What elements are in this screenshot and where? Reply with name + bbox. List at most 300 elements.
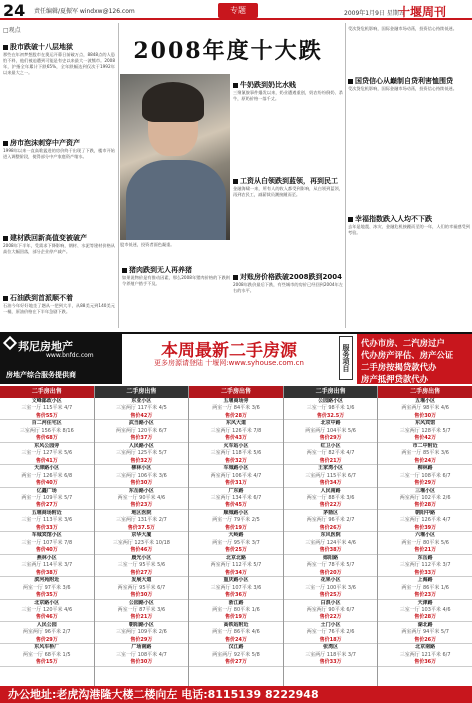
listing-name: 王家湾小区 — [318, 465, 344, 472]
listing-price: 售价26万 — [319, 524, 342, 531]
listing-desc: 三室一厅 108平米 4/7 — [116, 651, 167, 658]
issue-date: 2009年1月9日 星期五 — [344, 10, 405, 17]
listing-price: 售价26万 — [414, 636, 437, 643]
listing-name: 车城路小区 — [223, 465, 249, 472]
listing-item — [284, 577, 378, 599]
listing-name: 朝阳路小区 — [128, 621, 154, 628]
listing-desc: 三室一厅 120平米 4/6 — [21, 606, 73, 613]
listing-price: 售价20万 — [319, 569, 342, 576]
article-body: 石油今年好好地坐了趟从一把到大半，从88美元到140美元一桶，原油价格在下半年急剧下跌。 — [3, 303, 115, 314]
editor-line: 责任编辑/夏振军 windxw@126.com — [34, 8, 135, 15]
listing-price: 售价19万 — [225, 614, 247, 621]
listing-desc: 两室一厅 126平米 6/8 — [21, 472, 73, 479]
listing-name: 公园路小区 — [128, 599, 154, 606]
listing-name: 东风医院 — [320, 532, 341, 539]
listing-item — [378, 622, 472, 644]
listing-price: 售价19万 — [225, 524, 247, 531]
listing-item — [0, 420, 94, 442]
service-item: 代办房产评估、房产公证 — [361, 350, 454, 360]
listing-desc: 三室两厅 126平米 4/7 — [399, 517, 451, 524]
section-tag: 专题 — [218, 3, 258, 18]
listing-desc: 两室两厅 90平米 6/7 — [306, 606, 355, 613]
bullet-square-icon — [233, 179, 238, 184]
listing-price: 售价15万 — [35, 659, 58, 666]
listing-price: 售价33万 — [319, 659, 342, 666]
service-list — [357, 334, 472, 384]
listing-desc: 三室一厅 127平米 5/6 — [21, 450, 73, 457]
listing-item — [0, 622, 94, 644]
listing-price: 售价33万 — [35, 524, 58, 531]
listing-name: 发展大道 — [131, 577, 152, 584]
listing-desc: 三室一厅 113平米 3/6 — [21, 517, 73, 524]
photo-figure-body — [126, 160, 226, 240]
listing-name: 五堰商场附近 — [31, 509, 62, 516]
column-tag: □观点 — [3, 27, 21, 34]
listing-item — [0, 577, 94, 599]
article-body: 受次贷危机影响，国际金融市场动荡，投资信心持续低迷。 — [348, 86, 457, 91]
listing-item — [189, 577, 283, 599]
listing-desc: 三室两厅 118平米 3/7 — [305, 651, 356, 658]
listing-grid — [0, 386, 472, 686]
section-heading: 房市泡沫刺穿中产资产 — [3, 138, 80, 148]
listing-desc: 三室两厅 134平米 6/7 — [210, 494, 262, 501]
listing-name: 东岳路小区 — [128, 487, 154, 494]
listing-name: 重庆路小区 — [223, 577, 249, 584]
article-body: 1998年以来一直高歌猛进的房价终于出现了下跌，楼市开始进入调整阶段，使得部分中产家庭资产缩水。 — [3, 148, 115, 159]
listing-name: 燕林小区 — [36, 554, 57, 561]
listing-name: 五堰小区 — [415, 398, 436, 404]
listing-name: 车城宾馆小区 — [31, 532, 62, 539]
listing-item — [189, 465, 283, 487]
listing-column — [0, 386, 95, 686]
listing-item — [378, 644, 472, 666]
listing-name: 亿鑫广场 — [36, 487, 57, 494]
section-heading: 猪肉跌到无人再养猪 — [122, 265, 192, 275]
listing-name: 广场南路 — [131, 644, 152, 651]
agency-url: www.bnfdc.com — [46, 352, 94, 359]
listing-name: 滨河苑附近 — [34, 577, 60, 584]
section-heading: 工资从白领跌到蓝领，再到民工 — [233, 176, 338, 186]
listing-desc: 三室两厅 124平米 4/6 — [305, 539, 356, 546]
article-body: 如果说物价是有推动因素，那么2008年猪肉价格的下跌则令养殖户措手不及。 — [122, 275, 230, 286]
listing-item — [95, 420, 189, 442]
listing-item — [284, 510, 378, 532]
listing-price: 售价35万 — [35, 591, 58, 598]
listing-name: 武当路小区 — [128, 420, 154, 427]
section-heading: 股市跌破十八层地狱 — [3, 42, 73, 52]
agency-name: 邦尼房地产 — [18, 340, 73, 353]
listing-desc: 三室两厅 123平米 10/18 — [112, 539, 170, 546]
agency-logo — [0, 334, 122, 384]
listing-column-header: 二手房出售 — [284, 386, 378, 398]
listing-item — [189, 420, 283, 442]
listing-column-header: 二手房出售 — [95, 386, 189, 398]
listing-price: 售价34万 — [319, 479, 342, 486]
listing-desc: 两室一厅 86平米 4/6 — [212, 629, 260, 636]
listing-desc: 两室两厅 95平米 6/7 — [117, 584, 166, 591]
listing-desc: 两室一厅 97平米 3/6 — [23, 584, 71, 591]
bullet-square-icon — [348, 79, 353, 84]
listing-item — [95, 443, 189, 465]
listing-item — [95, 555, 189, 577]
listing-price: 售价29万 — [319, 435, 342, 442]
listing-column — [95, 386, 190, 686]
listing-column — [378, 386, 472, 686]
article-body: 受次贷危机影响，国际金融市场动荡，投资信心持续低迷。 — [348, 26, 457, 31]
listing-price: 售价23万 — [414, 591, 437, 598]
listing-item — [284, 443, 378, 465]
listing-price: 售价24万 — [225, 636, 247, 643]
article-body: 三聚氰胺事件爆发以来，奶业遭遇重创，奶农纷纷倒奶、杀牛，原奶价格一落千丈。 — [233, 90, 343, 101]
listing-item — [0, 600, 94, 622]
listing-name: 广东路 — [228, 487, 244, 494]
listing-item — [95, 644, 189, 666]
listing-price: 售价41万 — [35, 457, 58, 464]
listing-desc: 两室两厅 96平米 2/7 — [23, 629, 71, 636]
bullet-square-icon — [3, 236, 8, 241]
listing-desc: 两室一厅 76平米 2/6 — [306, 629, 355, 636]
listing-price: 售价36万 — [225, 591, 247, 598]
listing-name: 柳林路 — [417, 465, 433, 472]
listing-price: 售价30万 — [130, 591, 153, 598]
listing-desc: 三室两厅 131平米 2/7 — [116, 517, 167, 524]
bullet-square-icon — [348, 217, 353, 222]
listing-item — [189, 443, 283, 465]
listing-desc: 两室一厅 87平米 3/6 — [117, 606, 166, 613]
listing-price: 售价30万 — [414, 412, 437, 419]
listing-name: 京华大厦 — [131, 532, 152, 539]
listing-price: 售价30万 — [130, 479, 153, 486]
listing-price: 售价32万 — [130, 457, 153, 464]
listing-item — [0, 488, 94, 510]
listing-item — [95, 488, 189, 510]
listing-price: 售价21万 — [130, 614, 153, 621]
listing-name: 大岭路 — [228, 532, 244, 539]
listing-desc: 两室一厅 78平米 5/7 — [306, 562, 355, 569]
listing-name: 高铁站附近 — [223, 621, 249, 628]
section-heading: 国贷信心从巅制自贷利害恤围贷 — [348, 76, 453, 86]
listing-name: 茅箭区 — [323, 509, 339, 516]
listing-desc: 两室一厅 80平米 5/6 — [401, 539, 449, 546]
listing-item — [284, 555, 378, 577]
listing-desc: 三室两厅 117平米 4/5 — [116, 405, 167, 412]
listing-item — [378, 510, 472, 532]
listing-item — [0, 532, 94, 554]
listing-desc: 两室一厅 84平米 3/6 — [212, 405, 260, 412]
listing-name: 上海路 — [417, 577, 433, 584]
listing-desc: 两室两厅 106平米 4/7 — [210, 472, 262, 479]
listing-name: 六堰小区 — [415, 532, 436, 539]
listing-desc: 三室一厅 100平米 3/6 — [305, 584, 356, 591]
listing-item — [378, 420, 472, 442]
listing-price: 售价29万 — [414, 479, 437, 486]
bullet-square-icon — [3, 141, 8, 146]
listing-price: 售价33万 — [414, 569, 437, 576]
section-heading: 建材跌回新高值变被破产 — [3, 233, 87, 243]
listing-item — [95, 622, 189, 644]
article-body: 2008年跌价最后下跌，有些城市的房价已经回到2004年左右的水平。 — [233, 282, 343, 293]
listing-desc: 三室两厅 125平米 5/7 — [116, 450, 167, 457]
listing-price: 售价34万 — [225, 569, 247, 576]
listing-desc: 两室两厅 94平米 5/7 — [401, 629, 449, 636]
listing-price: 售价24万 — [414, 457, 437, 464]
listing-name: 张湾区 — [323, 644, 339, 651]
listing-item — [95, 465, 189, 487]
listing-item — [0, 555, 94, 577]
listing-name: 湖北路 — [417, 621, 433, 628]
listing-item — [95, 510, 189, 532]
listing-desc: 两室一厅 86平米 1/6 — [401, 584, 449, 591]
listing-item — [189, 532, 283, 554]
listing-price: 售价38万 — [35, 569, 58, 576]
listing-desc: 两室两厅 104平米 5/6 — [305, 427, 356, 434]
bullet-square-icon — [3, 296, 8, 301]
listing-item — [189, 644, 283, 666]
listing-name: 地区医院 — [131, 509, 152, 516]
listing-name: 文峰邮政小区 — [31, 398, 62, 404]
listing-desc: 两室一厅 82平米 4/7 — [306, 450, 355, 457]
listing-desc: 两室两厅 102平米 2/6 — [399, 494, 451, 501]
listing-item — [189, 510, 283, 532]
listing-price: 售价27万 — [225, 659, 247, 666]
listing-desc: 三室两厅 121平米 6/7 — [399, 651, 451, 658]
listing-desc: 两室两厅 92平米 5/8 — [212, 651, 260, 658]
article-body: 那些在年初梦想股市在奥运开幕日前破万点，8848点的人恐怕不料，他们被迫遭到可能是有史以来最大一波熊市。2008年，沪指全年累计下跌65%，全年跌幅达到仅次于1992年以来最大之一。 — [3, 52, 115, 75]
listing-item — [284, 644, 378, 666]
listing-name: 浙江路 — [228, 599, 244, 606]
listing-price: 售价25万 — [225, 547, 247, 554]
listing-name: 晨光小区 — [131, 554, 152, 561]
listing-desc: 三室两厅 112平米 3/7 — [399, 562, 451, 569]
listing-desc: 三室一厅 95平米 5/6 — [117, 562, 166, 569]
listing-name: 东风大道 — [225, 420, 246, 427]
photo-caption: 股市低迷，投资者面色凝重。 — [120, 242, 175, 247]
listing-item — [378, 532, 472, 554]
listing-price: 售价42万 — [130, 412, 153, 419]
listing-price: 售价37万 — [130, 435, 153, 442]
listing-desc: 三室两厅 118平米 5/6 — [210, 450, 262, 457]
listing-item — [189, 488, 283, 510]
listing-item — [189, 555, 283, 577]
listing-item — [0, 510, 94, 532]
listing-price: 售价29万 — [130, 636, 153, 643]
listing-item — [0, 443, 94, 465]
listing-name: 东风公园旁 — [34, 442, 60, 449]
listing-name: 土门小区 — [320, 621, 341, 628]
listing-desc: 三室一厅 115平米 4/7 — [21, 405, 73, 412]
listing-name: 火车站小区 — [223, 442, 249, 449]
service-item: 房产抵押贷款代办 — [361, 374, 428, 384]
listing-name: 花果小区 — [320, 577, 341, 584]
listing-desc: 两室一厅 88平米 3/6 — [306, 494, 355, 501]
section-heading: 石油跌到首派顺不着 — [3, 293, 73, 303]
listing-name: 北京南路 — [415, 644, 436, 651]
listing-name: 汉江路 — [228, 644, 244, 651]
listing-item — [284, 600, 378, 622]
listing-desc: 两室两厅 98平米 4/6 — [401, 405, 449, 412]
listing-name: 白浪小区 — [320, 599, 341, 606]
article-body: 金融海啸一来，所有人的收入都受到影响，从白领到蓝领，再到农民工，减薪裁员潮接踵而至。 — [233, 186, 343, 197]
page-number: 24 — [3, 1, 26, 20]
listing-name: 天津路 — [417, 599, 433, 606]
listing-item — [378, 577, 472, 599]
listing-item — [95, 398, 189, 420]
listing-price: 售价25万 — [319, 591, 342, 598]
page-header — [0, 0, 472, 20]
listing-column — [284, 386, 379, 686]
listing-price: 售价45万 — [225, 502, 247, 509]
listing-price: 售价28万 — [414, 502, 437, 509]
ad-banner-title: 本周最新二手房源 — [161, 341, 297, 361]
listing-desc: 三室两厅 107平米 3/6 — [210, 584, 262, 591]
listing-desc: 两室两厅 112平米 5/7 — [210, 562, 262, 569]
section-heading: 牛奶跌到奶比水贱 — [233, 80, 296, 90]
listing-name: 东风宾馆 — [415, 420, 436, 427]
listing-item — [378, 398, 472, 420]
listing-price: 售价42万 — [414, 435, 437, 442]
listing-item — [189, 398, 283, 420]
listing-desc: 三室两厅 109平米 2/6 — [116, 629, 167, 636]
listing-price: 售价22万 — [319, 502, 342, 509]
listing-item — [378, 443, 472, 465]
listing-name: 北京北路 — [225, 554, 246, 561]
listing-column-header: 二手房出售 — [189, 386, 283, 398]
agency-tagline: 房地产综合服务提供商 — [6, 371, 76, 379]
ad-banner-subtitle: 更多房源请登陆 十堰网:www.syhouse.com.cn — [154, 359, 304, 367]
house-icon — [3, 336, 17, 350]
headline: 2008年度十大跌 — [133, 38, 323, 64]
listing-desc: 三室两厅 126平米 7/8 — [210, 427, 262, 434]
listing-item — [0, 465, 94, 487]
listing-item — [284, 488, 378, 510]
listing-item — [0, 398, 94, 420]
listing-name: 北京路小区 — [34, 599, 60, 606]
listing-item — [95, 577, 189, 599]
listing-desc: 三室一厅 107平米 7/8 — [21, 539, 73, 546]
listing-desc: 两室一厅 80平米 1/6 — [212, 606, 260, 613]
listing-name: 人民公园 — [36, 621, 57, 628]
listing-name: 百二河住宅区 — [31, 420, 62, 427]
listing-name: 顺城路小区 — [223, 509, 249, 516]
listing-item — [284, 420, 378, 442]
listing-price: 售价27万 — [35, 502, 58, 509]
listing-price: 售价21万 — [319, 457, 342, 464]
listing-name: 三堰小区 — [415, 487, 436, 494]
service-label: 服务项目 — [339, 336, 353, 380]
listing-price: 售价22万 — [319, 614, 342, 621]
listing-price: 售价68万 — [35, 435, 58, 442]
listing-desc: 三室一厅 108平米 6/7 — [399, 472, 451, 479]
article-body: 去年是地震、冰灾、金融危机接踵而至的一年，人们的幸福感受到考验。 — [348, 224, 470, 235]
listing-price: 售价46万 — [35, 614, 58, 621]
listing-price: 售价36万 — [414, 659, 437, 666]
listing-name: 人民路小区 — [128, 442, 154, 449]
listing-desc: 两室一厅 109平米 5/7 — [21, 494, 73, 501]
listing-price: 售价28万 — [414, 614, 437, 621]
listing-item — [0, 644, 94, 666]
listing-price: 售价21万 — [414, 547, 437, 554]
listing-price: 售价37.5万 — [127, 524, 156, 531]
listing-name: 五堰商场旁 — [223, 398, 249, 404]
listing-price: 售价29万 — [35, 636, 58, 643]
bullet-square-icon — [3, 45, 8, 50]
listing-item — [95, 532, 189, 554]
listing-item — [284, 532, 378, 554]
listing-desc: 两室一厅 68平米 1/5 — [23, 651, 71, 658]
listing-desc: 两室两厅 120平米 6/7 — [116, 427, 167, 434]
listing-price: 售价32万 — [225, 457, 247, 464]
listing-desc: 三室两厅 156平米 8/16 — [19, 427, 74, 434]
listing-column — [189, 386, 284, 686]
listing-price: 售价27万 — [130, 569, 153, 576]
listing-name: 东亚小区 — [131, 398, 152, 404]
article-body: 2008年下半年，受需求下降影响，钢材、水泥等建材价格从高位大幅回落，部分企业停产减产。 — [3, 243, 115, 254]
listing-price: 售价40万 — [35, 479, 58, 486]
listing-name: 红卫小区 — [320, 442, 341, 449]
bullet-square-icon — [233, 275, 238, 280]
listing-item — [284, 465, 378, 487]
section-heading: 对账房价格跌破2008跌到2004 — [233, 272, 342, 282]
listing-item — [378, 555, 472, 577]
listing-price: 售价23万 — [130, 502, 153, 509]
listing-name: 朝阳中路 — [415, 509, 436, 516]
listing-name: 东风车桥厂 — [34, 644, 60, 651]
listing-price: 售价55万 — [35, 412, 58, 419]
bullet-square-icon — [233, 83, 238, 88]
listing-price: 售价39万 — [414, 524, 437, 531]
listing-price: 售价18万 — [319, 636, 342, 643]
listing-price: 售价40万 — [35, 547, 58, 554]
listing-desc: 两室两厅 96平米 2/7 — [306, 517, 355, 524]
listing-name: 东岳路 — [417, 554, 433, 561]
listing-price: 售价46万 — [130, 547, 153, 554]
listing-name: 市二中附近 — [412, 442, 438, 449]
listing-price: 售价31万 — [225, 479, 247, 486]
service-item: 代办市房、二汽房过户 — [361, 338, 445, 348]
listing-desc: 三室两厅 106平米 3/6 — [116, 472, 167, 479]
listing-name: 北京中路 — [320, 420, 341, 427]
listing-desc: 三室两厅 114平米 3/7 — [21, 562, 73, 569]
listing-desc: 两室一厅 95平米 3/7 — [212, 539, 260, 546]
listing-price: 售价32.5万 — [316, 412, 345, 419]
listing-desc: 两室一厅 85平米 3/6 — [401, 450, 449, 457]
column-divider — [118, 23, 119, 328]
listing-price: 售价38万 — [319, 547, 342, 554]
listing-column-header: 二手房出售 — [378, 386, 472, 398]
bullet-square-icon — [122, 268, 127, 273]
listing-name: 人民南路 — [320, 487, 341, 494]
listing-desc: 两室一厅 79平米 2/5 — [212, 517, 260, 524]
news-photo — [120, 74, 230, 240]
section-heading: 幸福指数跌入人均不下跌 — [348, 214, 432, 224]
listing-desc: 两室一厅 90平米 4/6 — [117, 494, 166, 501]
column-divider — [345, 23, 346, 328]
masthead-logo: 十堰周刊 — [398, 5, 447, 19]
ad-footer: 办公地址:老虎沟港隆大楼二楼向左 电话:8115139 8222948 — [0, 686, 472, 703]
photo-figure-hair — [142, 82, 204, 122]
listing-name: 柳林小区 — [131, 465, 152, 472]
listing-item — [95, 600, 189, 622]
listing-item — [284, 622, 378, 644]
listing-item — [284, 398, 378, 420]
listing-desc: 三室两厅 115平米 6/7 — [305, 472, 356, 479]
listing-item — [378, 465, 472, 487]
listing-desc: 三室一厅 103平米 4/6 — [399, 606, 451, 613]
listing-item — [378, 600, 472, 622]
listing-desc: 三室两厅 128平米 5/7 — [399, 427, 451, 434]
listing-item — [378, 488, 472, 510]
listing-name: 公园路小区 — [318, 398, 344, 404]
